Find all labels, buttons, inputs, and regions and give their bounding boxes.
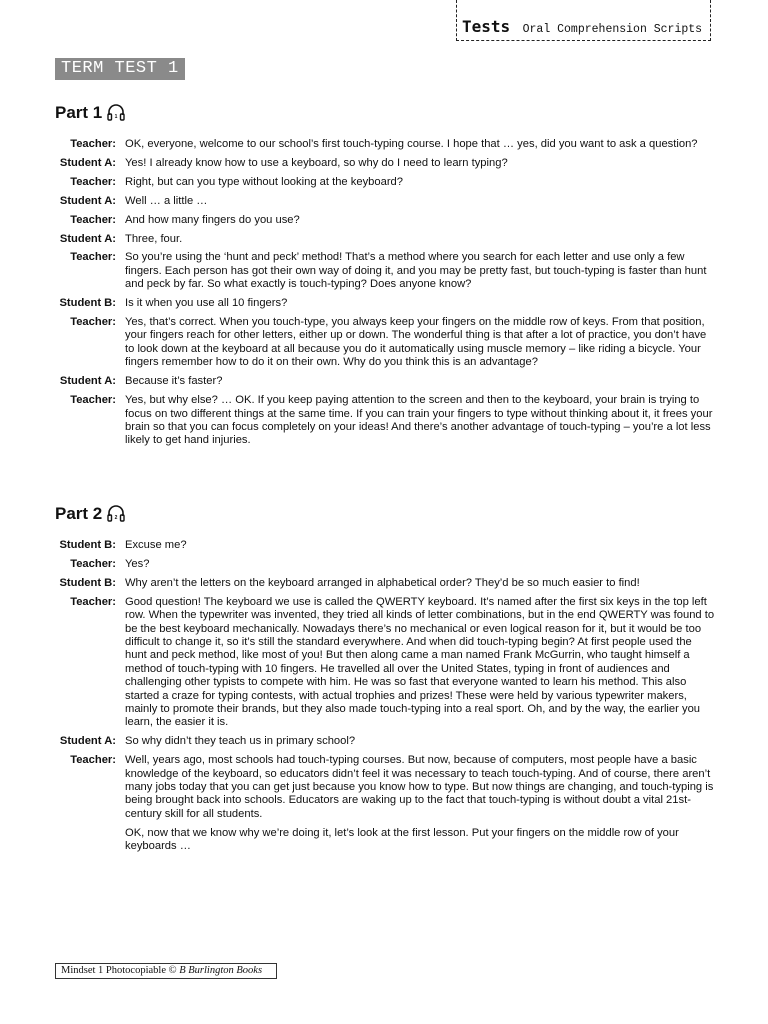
speaker-label: Student A: xyxy=(59,194,116,207)
header-subtitle: Oral Comprehension Scripts xyxy=(522,23,703,36)
speaker-label: Teacher: xyxy=(70,175,116,188)
dialogue-line xyxy=(0,176,768,189)
speech-text: OK, now that we know why we’re doing it, let’s look at the first lesson. Put your fingers on the middle row of your keyboards … xyxy=(125,826,679,853)
speaker-label: Teacher: xyxy=(70,557,116,570)
speech-text: Because it’s faster? xyxy=(125,375,223,388)
speaker-label: Student B: xyxy=(59,297,116,310)
speaker-label: Student A: xyxy=(59,232,116,245)
svg-text:1: 1 xyxy=(114,114,118,120)
dialogue-line xyxy=(0,394,768,448)
speaker-label: Teacher: xyxy=(70,754,116,767)
speech-text: OK, everyone, welcome to our school’s first touch-typing course. I hope that … yes, did you want to ask a question? xyxy=(125,138,698,150)
speech-text: Yes, but why else? … OK. If you keep paying attention to the screen and then to the keyboard, your brain is trying to focus on two different things at the same time. If you can train your fingers to type without thinking about it, it frees your brain so that you can focus completely on your ideas! And there’s another advantage of touch-typing – you’re a lot less likely to get hand injuries. xyxy=(125,394,713,447)
dialogue-line xyxy=(0,539,768,552)
speech-text: Yes? xyxy=(125,557,150,570)
speech-text: Is it when you use all 10 fingers? xyxy=(125,297,288,310)
svg-text:2: 2 xyxy=(114,515,118,521)
header-title xyxy=(462,17,702,37)
headphones-icon xyxy=(106,103,126,123)
part-2-title: Part 2 xyxy=(55,504,103,523)
speaker-label: Student A: xyxy=(59,375,116,388)
speech-text: Yes, that’s correct. When you touch-type, you always keep your fingers on the middle row of keys. From that position, your fingers reach for other letters, either up or down. The wonderful thing is that after a lot of practice, you don’t have to look down at the keyboard at all because you do it automatically using muscle memory – like riding a bicycle. Your fingers remember how to do it on their own. Why do you think this is an advantage? xyxy=(125,316,707,369)
term-test-title: TERM TEST 1 xyxy=(55,58,185,80)
speech-text: Yes! I already know how to use a keyboard, so why do I need to learn typing? xyxy=(125,156,508,169)
speaker-label: Teacher: xyxy=(70,251,116,264)
speaker-label: Student A: xyxy=(59,735,116,748)
headphones-icon xyxy=(106,504,126,524)
speaker-label: Teacher: xyxy=(70,316,116,329)
speech-text: Well, years ago, most schools had touch-typing courses. But now, because of computers, most people have a basic knowledge of the keyboard, so educators didn’t feel it was necessary to teach touch-typing. And of course, there aren’t many jobs today that you can get just because you know how to type. But now things are changing, and touch-typing is being brought back into schools. Educators are waking up to the fact that touch-typing is without doubt a vital 21st-century skill for all students. xyxy=(125,754,714,820)
dialogue-line xyxy=(0,754,768,821)
dialogue-line xyxy=(0,297,768,310)
speech-text: Excuse me? xyxy=(125,539,187,551)
speech-text: Why aren’t the letters on the keyboard arranged in alphabetical order? They’d be so much easier to find! xyxy=(125,576,640,589)
speech-text: So why didn’t they teach us in primary school? xyxy=(125,735,356,748)
part-2-dialogue xyxy=(0,539,768,859)
speech-text: Right, but can you type without looking at the keyboard? xyxy=(125,175,403,188)
dialogue-line xyxy=(0,138,768,151)
speaker-label: Teacher: xyxy=(70,213,116,226)
speaker-label: Student B: xyxy=(59,576,116,589)
dialogue-line xyxy=(0,195,768,208)
dialogue-line xyxy=(0,827,768,854)
speaker-label: Teacher: xyxy=(70,394,116,407)
part-1-heading xyxy=(55,103,126,123)
speech-text: Three, four. xyxy=(125,232,183,245)
speaker-label: Teacher: xyxy=(70,138,116,150)
part-2-heading xyxy=(55,504,126,524)
dialogue-line xyxy=(0,375,768,388)
dialogue-line xyxy=(0,157,768,170)
speaker-label: Student A: xyxy=(59,156,116,169)
dialogue-line xyxy=(0,596,768,730)
footer-text: Mindset 1 Photocopiable © xyxy=(61,965,180,976)
part-1-title: Part 1 xyxy=(55,103,103,122)
dialogue-line xyxy=(0,558,768,571)
speech-text: So you’re using the ‘hunt and peck’ method! That’s a method where you search for each letter and use only a few fingers. Each person has got their own way of doing it, and you may be pretty fast, but touch-typing is faster than hunt and peck by far. So what exactly is touch-typing? Does anyone know? xyxy=(125,251,707,291)
speech-text: Good question! The keyboard we use is called the QWERTY keyboard. It’s named after the first six keys in the top left row. When the typewriter was invented, they tried all kinds of letter combinations, but in the end QWERTY was found to be the best keyboard mechanically. Nowadays there’s no mechanical or even logical reason for it, but it would be too difficult to change it, so it’s still the standard everywhere. And when did touch-typing begin? At first people used the hunt and peck method, like most of you! But then along came a man named Frank McGurrin, who taught himself a method of touch-typing with 10 fingers. He travelled all over the United States, typing in front of audiences and challenging other typists to compete with him. He was so fast that everyone wanted to learn his method. This also started a craze for typing contests, with actual trophies and prizes! These were held by various typewriter makers, mainly to promote their brands, but they also made touch-typing into a real sport. Oh, and by the way, the earlier you learn, the easier it is. xyxy=(125,595,715,729)
speaker-label: Teacher: xyxy=(70,595,116,608)
footer-brand: B Burlington Books xyxy=(179,965,263,976)
dialogue-line xyxy=(0,214,768,227)
dialogue-line xyxy=(0,316,768,370)
speech-text: And how many fingers do you use? xyxy=(125,213,300,226)
dialogue-line xyxy=(0,735,768,748)
speech-text: Well … a little … xyxy=(125,194,208,207)
dialogue-line xyxy=(0,577,768,590)
footer-copyright xyxy=(55,963,277,979)
part-1-dialogue xyxy=(0,138,768,453)
dialogue-line xyxy=(0,233,768,246)
speaker-label: Student B: xyxy=(59,539,116,551)
dialogue-line xyxy=(0,251,768,291)
header-tests-label: Tests xyxy=(462,17,511,36)
